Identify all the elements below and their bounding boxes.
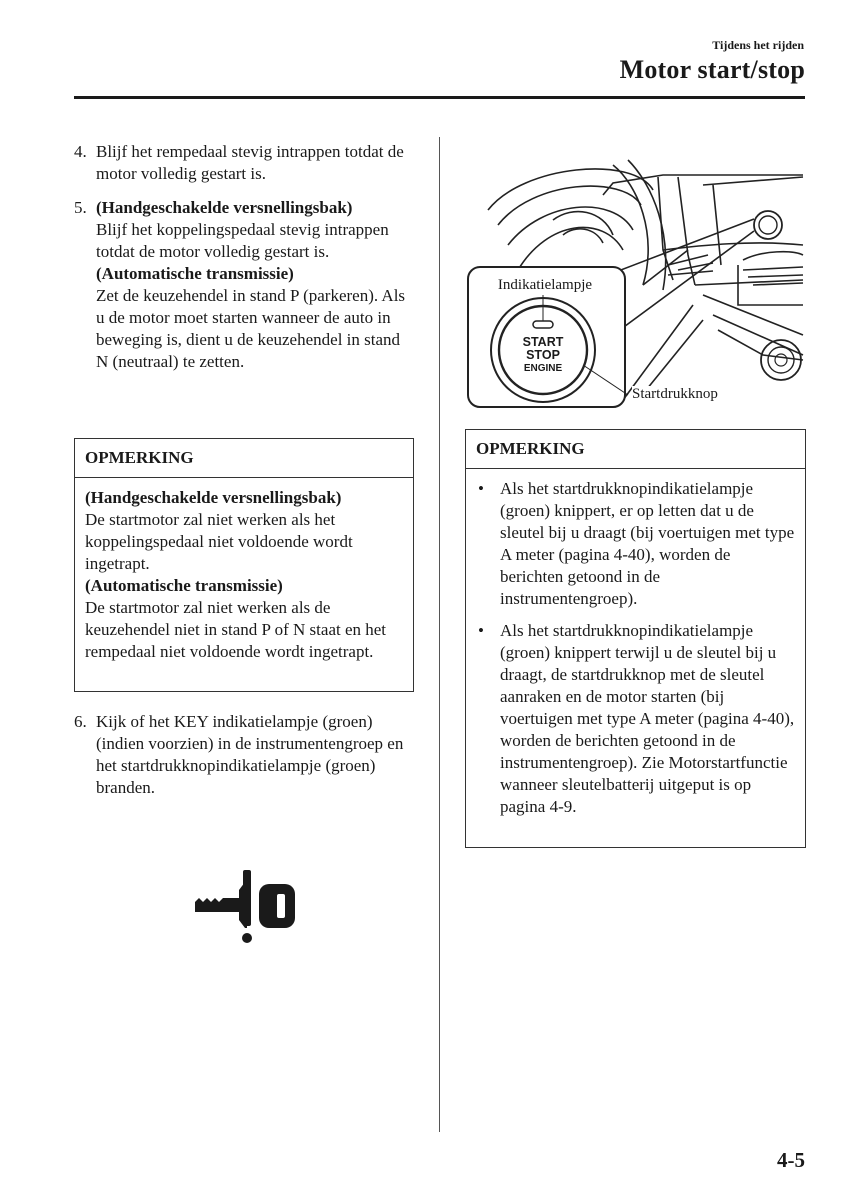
bullet-dot: •: [478, 621, 484, 640]
step-6: [74, 711, 414, 799]
bullet-text: Als het startdrukknopindikatielampje (groen) knippert, er op letten dat u de sleutel bij u draagt (bij voertuigen met type A meter (pagina 4-40), worden de berichten getoond in de instrumentengroep).: [500, 479, 795, 608]
left-column: [74, 141, 414, 373]
bullet-text: Als het startdrukknopindikatielampje (groen) knippert terwijl u de sleutel bij u draagt, de startdrukknop met de sleutel aanraken en de motor starten (bij voertuigen met type A meter (pagina 4-40), worden de berichten getoond in de instrumentengroep). Zie Motorstartfunctie wanneer sleutelbatterij uitgeput is op pagina 4-9.: [500, 621, 795, 816]
note-auto-heading: (Automatische transmissie): [85, 576, 283, 595]
step-text: Blijf het rempedaal stevig intrappen totdat de motor volledig gestart is.: [96, 142, 404, 183]
step-number: 6.: [74, 712, 87, 731]
note-box-left: [74, 438, 414, 692]
auto-text: Zet de keuzehendel in stand P (parkeren). Als u de motor moet starten wanneer de auto in beweging is, dient u de keuzehendel in stand N (neutraal) te zetten.: [96, 286, 406, 371]
indicator-label: Indikatielampje: [485, 277, 605, 294]
key-warning-icon: [193, 868, 297, 946]
button-line-engine: ENGINE: [523, 363, 563, 374]
button-line-start: START: [522, 335, 564, 349]
step-text: Kijk of het KEY indikatielampje (groen) (indien voorzien) in de instrumentengroep en het startdrukknopindikatielampje (groen) branden.: [96, 712, 404, 797]
section-title: Tijdens het rijden: [712, 38, 804, 52]
step-4: [74, 141, 414, 185]
manual-text: Blijf het koppelingspedaal stevig intrappen totdat de motor volledig gestart is.: [96, 220, 389, 261]
button-line-stop: STOP: [526, 348, 560, 362]
header-rule: [74, 96, 805, 99]
step-number: 4.: [74, 142, 87, 161]
start-stop-button: [503, 336, 583, 375]
note-bullet: [476, 478, 795, 610]
note-bullet: [476, 620, 795, 818]
note-box-right: [465, 429, 806, 848]
column-divider: [439, 137, 440, 1132]
note-auto-text: De startmotor zal niet werken als de keuzehendel niet in stand P of N staat en het rempedaal niet voldoende wordt ingetrapt.: [85, 598, 387, 661]
bullet-dot: •: [478, 479, 484, 498]
button-label: Startdrukknop: [632, 386, 718, 402]
note-manual-heading: (Handgeschakelde versnellingsbak): [85, 488, 342, 507]
page-title: Motor start/stop: [619, 55, 805, 84]
step-number: 5.: [74, 198, 87, 217]
page-number: 4-5: [777, 1148, 805, 1172]
auto-heading: (Automatische transmissie): [96, 264, 294, 283]
manual-heading: (Handgeschakelde versnellingsbak): [96, 198, 353, 217]
note-heading: OPMERKING: [75, 439, 413, 478]
note-manual-text: De startmotor zal niet werken als het koppelingspedaal niet voldoende wordt ingetrapt.: [85, 510, 353, 573]
note-heading: OPMERKING: [466, 430, 805, 469]
step-5: [74, 197, 414, 373]
step-6-block: [74, 711, 414, 799]
